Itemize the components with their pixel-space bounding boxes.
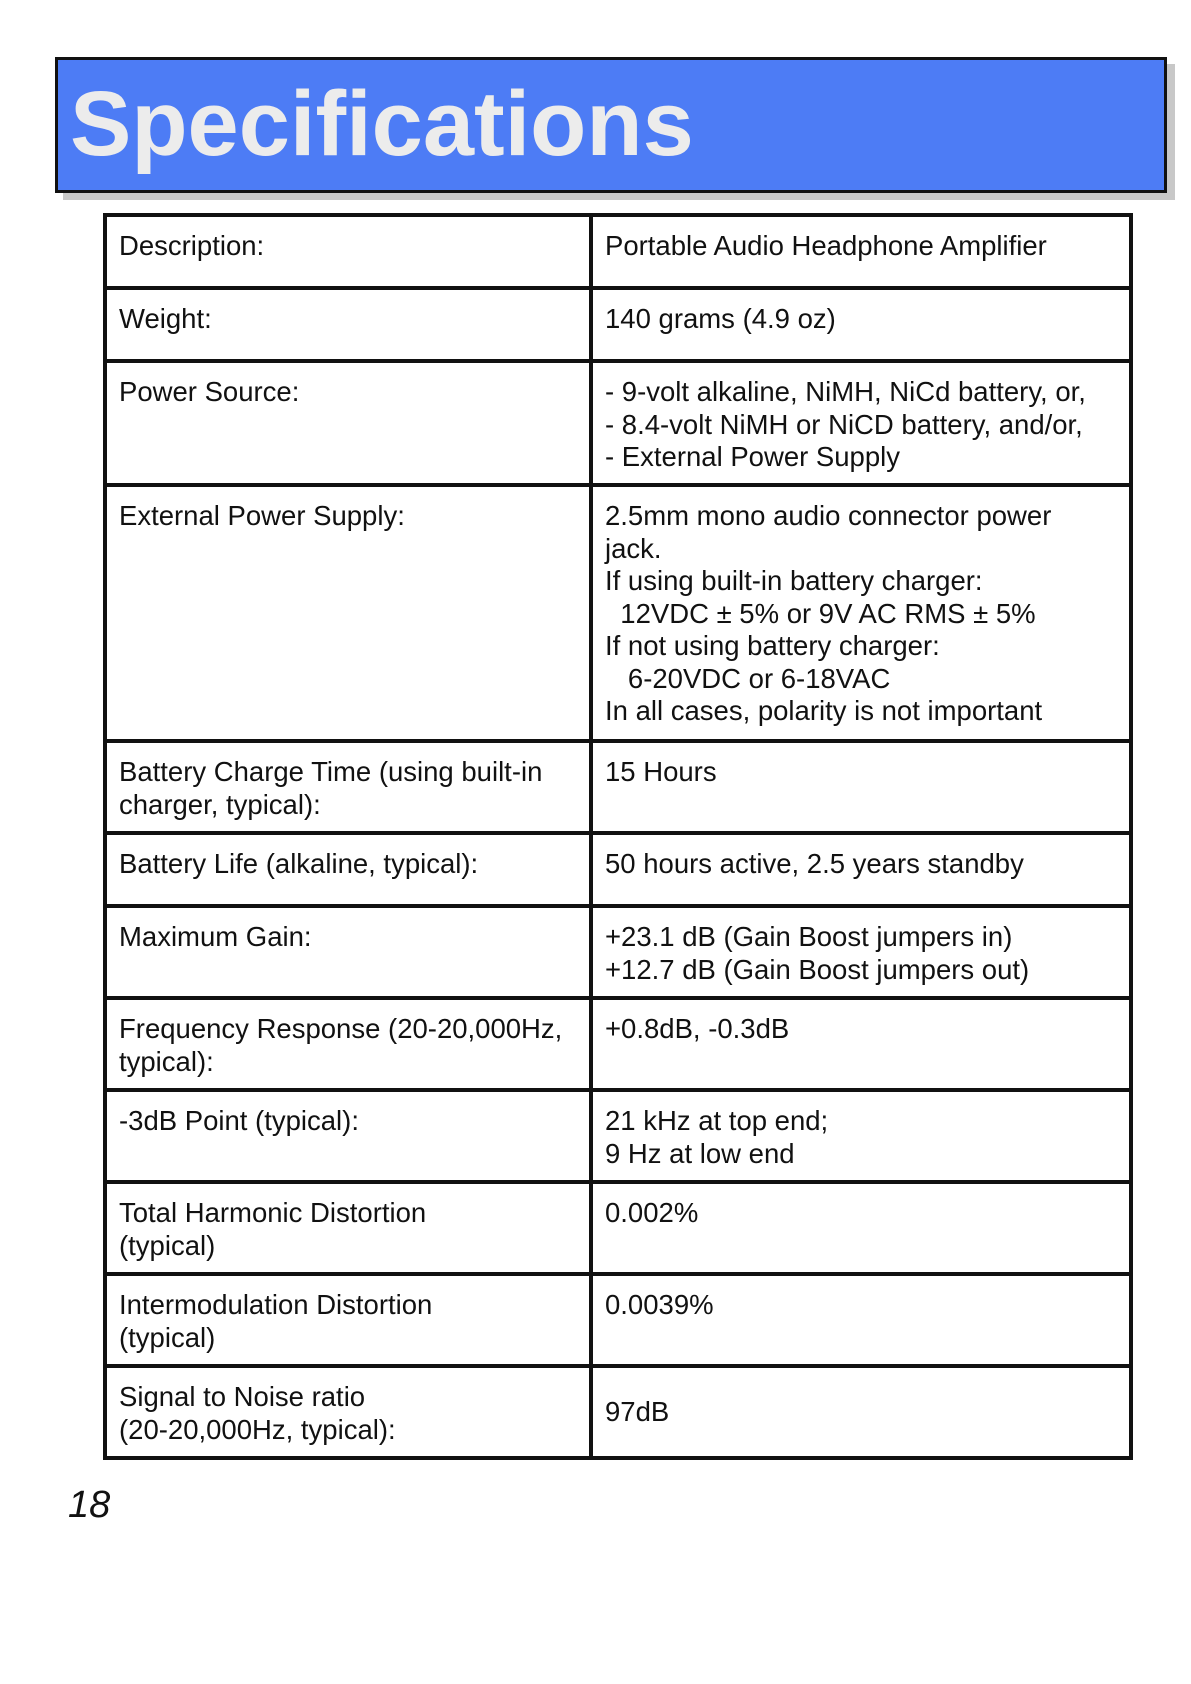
table-row bbox=[105, 998, 1131, 1090]
title-banner bbox=[55, 57, 1167, 193]
spec-value: Portable Audio Headphone Amplifier bbox=[591, 215, 1131, 288]
table-row bbox=[105, 1366, 1131, 1458]
spec-value: 2.5mm mono audio connector power jack. If using built-in battery charger: 12VDC ± 5% or 9V AC RMS ± 5% If not using battery charger: 6-20VDC or 6-18VAC In all cases, polarity is not important bbox=[591, 485, 1131, 741]
spec-label: Power Source: bbox=[105, 361, 591, 485]
table-row bbox=[105, 1274, 1131, 1366]
spec-label: Description: bbox=[105, 215, 591, 288]
spec-value: 50 hours active, 2.5 years standby bbox=[591, 833, 1131, 906]
spec-value: +23.1 dB (Gain Boost jumpers in) +12.7 dB (Gain Boost jumpers out) bbox=[591, 906, 1131, 998]
spec-label: Battery Life (alkaline, typical): bbox=[105, 833, 591, 906]
table-row bbox=[105, 485, 1131, 741]
spec-value: 140 grams (4.9 oz) bbox=[591, 288, 1131, 361]
spec-value: 0.0039% bbox=[591, 1274, 1131, 1366]
table-row bbox=[105, 215, 1131, 288]
table-row bbox=[105, 741, 1131, 833]
spec-label: Total Harmonic Distortion (typical) bbox=[105, 1182, 591, 1274]
specifications-table bbox=[103, 213, 1133, 1460]
table-row bbox=[105, 1182, 1131, 1274]
spec-label: Battery Charge Time (using built-in charger, typical): bbox=[105, 741, 591, 833]
spec-label: Intermodulation Distortion (typical) bbox=[105, 1274, 591, 1366]
page-number: 18 bbox=[68, 1484, 111, 1526]
table-row bbox=[105, 833, 1131, 906]
spec-value: 15 Hours bbox=[591, 741, 1131, 833]
page-title: Specifications bbox=[70, 73, 694, 175]
spec-value: 97dB bbox=[591, 1366, 1131, 1458]
table-row bbox=[105, 1090, 1131, 1182]
spec-value: +0.8dB, -0.3dB bbox=[591, 998, 1131, 1090]
spec-label: External Power Supply: bbox=[105, 485, 591, 741]
table-row bbox=[105, 906, 1131, 998]
spec-value: - 9-volt alkaline, NiMH, NiCd battery, or, - 8.4-volt NiMH or NiCD battery, and/or, - External Power Supply bbox=[591, 361, 1131, 485]
table-row bbox=[105, 288, 1131, 361]
spec-label: Frequency Response (20-20,000Hz, typical): bbox=[105, 998, 591, 1090]
spec-value: 0.002% bbox=[591, 1182, 1131, 1274]
spec-label: Weight: bbox=[105, 288, 591, 361]
spec-label: Signal to Noise ratio (20-20,000Hz, typical): bbox=[105, 1366, 591, 1458]
table-row bbox=[105, 361, 1131, 485]
spec-value: 21 kHz at top end; 9 Hz at low end bbox=[591, 1090, 1131, 1182]
spec-label: Maximum Gain: bbox=[105, 906, 591, 998]
spec-label: -3dB Point (typical): bbox=[105, 1090, 591, 1182]
